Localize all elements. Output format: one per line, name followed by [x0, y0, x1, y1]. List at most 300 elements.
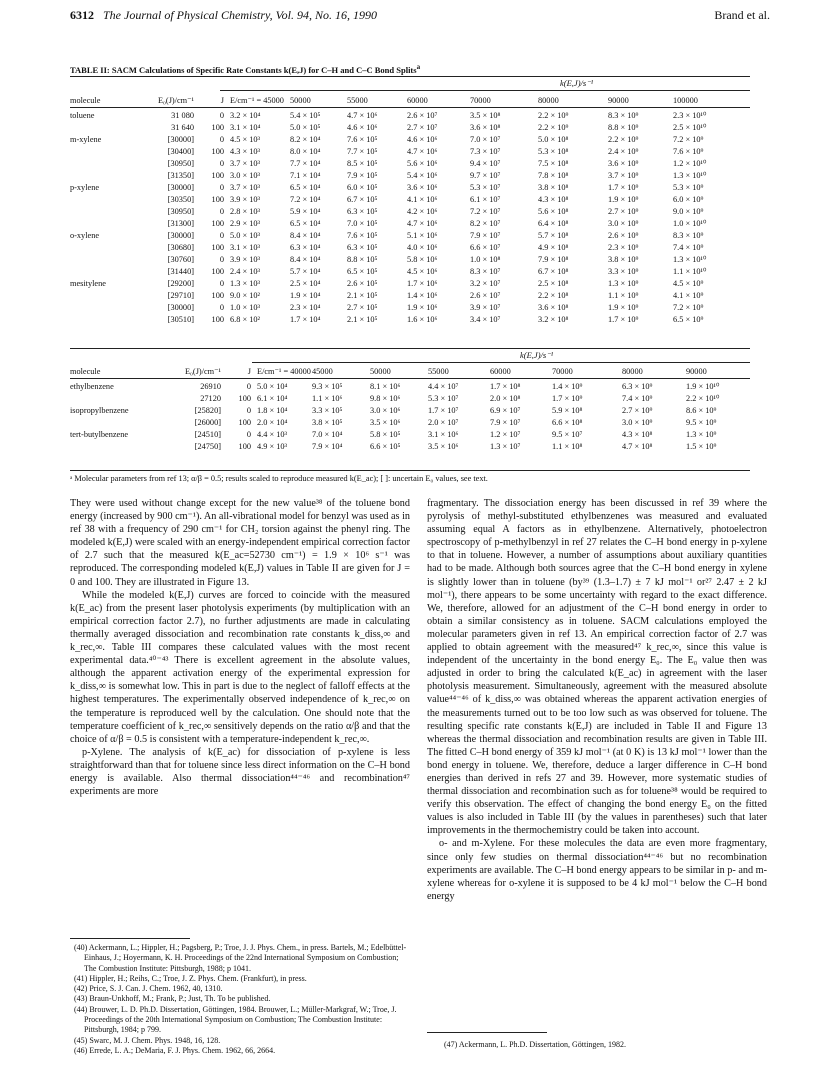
rate-cell: 1.9 × 10⁹	[608, 194, 639, 204]
column-header: E/cm⁻¹ = 40000	[257, 364, 312, 379]
rate-cell: 4.7 × 10⁶	[407, 218, 438, 228]
rate-cell: 3.9 × 10³	[230, 254, 260, 264]
j-cell: 0	[219, 182, 224, 192]
right-column	[427, 497, 767, 903]
kej-label-2: k(E,J)/s⁻¹	[520, 350, 554, 360]
j-cell: 0	[219, 230, 224, 240]
rate-cell: 7.5 × 10⁸	[538, 158, 569, 168]
molecule-cell	[70, 158, 140, 170]
j-cell: 0	[219, 110, 224, 120]
rate-cell: 6.9 × 10⁷	[490, 405, 521, 415]
rate-cell: 5.0 × 10⁴	[257, 381, 288, 391]
column-header: J	[227, 364, 257, 379]
rate-cell: 7.1 × 10⁴	[290, 170, 321, 180]
column-header: 50000	[370, 364, 428, 379]
rate-cell: 7.9 × 10⁴	[312, 441, 343, 451]
rate-cell: 6.5 × 10⁴	[290, 218, 321, 228]
e0-cell: 31 640	[171, 122, 194, 132]
table-row	[70, 405, 750, 417]
j-cell: 0	[219, 206, 224, 216]
rate-cell: 3.0 × 10⁹	[608, 218, 639, 228]
e0-cell: [30400]	[167, 146, 194, 156]
column-header: 60000	[407, 93, 470, 108]
j-cell: 100	[211, 290, 224, 300]
rate-cell: 1.9 × 10⁶	[407, 302, 438, 312]
rate-cell: 7.7 × 10⁴	[290, 158, 321, 168]
rate-cell: 5.3 × 10⁷	[428, 393, 459, 403]
rate-cell: 8.6 × 10⁹	[686, 405, 717, 415]
j-cell: 100	[211, 218, 224, 228]
j-cell: 100	[211, 194, 224, 204]
rate-cell: 3.6 × 10⁶	[407, 182, 438, 192]
rate-cell: 9.7 × 10⁷	[470, 170, 501, 180]
rate-cell: 3.5 × 10⁶	[428, 441, 459, 451]
rate-cell: 4.9 × 10³	[257, 441, 287, 451]
rate-cell: 7.9 × 10⁸	[538, 254, 569, 264]
rate-cell: 1.2 × 10¹⁰	[673, 158, 707, 168]
rate-cell: 3.6 × 10⁸	[538, 302, 569, 312]
rate-cell: 7.0 × 10⁷	[470, 134, 501, 144]
rate-cell: 2.7 × 10⁷	[407, 122, 438, 132]
column-header: E₀(J)/cm⁻¹	[140, 93, 200, 108]
e0-cell: [29200]	[167, 278, 194, 288]
rate-cell: 6.4 × 10⁸	[538, 218, 569, 228]
rate-cell: 2.0 × 10⁴	[257, 417, 288, 427]
j-cell: 100	[238, 417, 251, 427]
rate-cell: 4.6 × 10⁶	[347, 122, 378, 132]
rate-cell: 8.8 × 10⁵	[347, 254, 378, 264]
rate-cell: 2.2 × 10⁹	[608, 134, 639, 144]
table-row	[70, 146, 750, 158]
refs-rule-right	[427, 1032, 547, 1033]
table-row	[70, 218, 750, 230]
table-footnote: ᵃ Molecular parameters from ref 13; α/β = 0.5; results scaled to reproduce measured k(E_ac); [ ]: uncertain E₀ values, see text.	[70, 474, 488, 483]
rate-cell: 8.1 × 10⁶	[370, 381, 401, 391]
e0-cell: [30950]	[167, 206, 194, 216]
e0-cell: [31350]	[167, 170, 194, 180]
e0-cell: [30000]	[167, 182, 194, 192]
molecule-cell	[70, 314, 140, 326]
column-header: 80000	[538, 93, 608, 108]
table-row	[70, 441, 750, 453]
rate-cell: 8.4 × 10⁴	[290, 230, 321, 240]
rate-cell: 1.0 × 10³	[230, 302, 260, 312]
rate-cell: 7.9 × 10⁷	[490, 417, 521, 427]
rate-cell: 5.8 × 10⁶	[407, 254, 438, 264]
table-row	[70, 302, 750, 314]
rate-cell: 6.3 × 10⁵	[347, 206, 378, 216]
j-cell: 100	[238, 441, 251, 451]
header-authors: Brand et al.	[714, 8, 770, 22]
e0-cell: [30000]	[167, 230, 194, 240]
rate-cell: 4.4 × 10⁷	[428, 381, 459, 391]
rate-cell: 7.2 × 10⁷	[470, 206, 501, 216]
j-cell: 0	[246, 405, 251, 415]
rate-cell: 6.1 × 10⁴	[257, 393, 288, 403]
rate-cell: 6.8 × 10²	[230, 314, 260, 324]
molecule-cell	[70, 417, 165, 429]
column-header: 50000	[290, 93, 347, 108]
rate-cell: 6.5 × 10⁹	[673, 314, 704, 324]
rate-cell: 3.2 × 10⁸	[538, 314, 569, 324]
rate-cell: 3.6 × 10⁸	[470, 122, 501, 132]
rate-cell: 6.6 × 10⁷	[470, 242, 501, 252]
rate-cell: 3.2 × 10⁴	[230, 110, 261, 120]
molecule-cell: toluene	[70, 110, 95, 120]
e0-cell: [30000]	[167, 302, 194, 312]
rate-cell: 1.1 × 10¹⁰	[673, 266, 707, 276]
rate-cell: 8.2 × 10⁴	[290, 134, 321, 144]
rate-cell: 5.3 × 10⁹	[673, 182, 704, 192]
rate-cell: 2.4 × 10³	[230, 266, 260, 276]
e0-cell: [30760]	[167, 254, 194, 264]
table-rule-bottom	[70, 470, 750, 471]
rate-cell: 7.6 × 10⁵	[347, 134, 378, 144]
rate-cell: 8.4 × 10⁴	[290, 254, 321, 264]
rate-cell: 5.1 × 10⁶	[407, 230, 438, 240]
molecule-cell	[70, 194, 140, 206]
table-caption: TABLE II: SACM Calculations of Specific Rate Constants k(E,J) for C–H and C–C Bond Splits$^a$	[70, 63, 421, 75]
rate-cell: 1.3 × 10⁹	[686, 429, 717, 439]
column-header: 45000	[312, 364, 370, 379]
molecule-cell	[70, 266, 140, 278]
j-cell: 100	[238, 393, 251, 403]
column-header: 90000	[686, 364, 750, 379]
molecule-cell	[70, 146, 140, 158]
rate-cell: 2.5 × 10⁴	[290, 278, 321, 288]
rate-cell: 9.5 × 10⁷	[552, 429, 583, 439]
rate-cell: 2.0 × 10⁷	[428, 417, 459, 427]
rate-cell: 5.4 × 10⁶	[407, 170, 438, 180]
j-cell: 0	[219, 254, 224, 264]
table-row	[70, 266, 750, 278]
table-row	[70, 314, 750, 326]
running-header	[70, 8, 770, 23]
e0-cell: 26910	[200, 381, 221, 391]
column-header: 80000	[622, 364, 686, 379]
reference-entry: (46) Errede, L. A.; DeMaria, F. J. Phys. Chem. 1962, 66, 2664.	[74, 1045, 276, 1055]
rate-cell: 1.3 × 10¹⁰	[673, 254, 707, 264]
reference-entry: (43) Braun-Unkhoff, M.; Frank, P.; Just, Th. To be published.	[74, 994, 271, 1004]
column-header: 70000	[552, 364, 622, 379]
body-paragraph: o- and m-Xylene. For these molecules the data are even more fragmentary, since only few studies on thermal dissociation⁴⁴⁻⁴⁶ but no recombination experiments are available. The C–H bond energy appears to be similar in p- and m-xylene whereas for o-xylene it is supposed to be 4 kJ mol⁻¹ below the C–H bond energy	[427, 838, 767, 902]
j-cell: 100	[211, 146, 224, 156]
rate-cell: 3.5 × 10⁸	[470, 110, 501, 120]
table-row	[70, 393, 750, 405]
rate-cell: 8.3 × 10⁹	[608, 110, 639, 120]
reference-entry: (40) Ackermann, L.; Hippler, H.; Pagsberg, P.; Troe, J. J. Phys. Chem., in press. Bartels, M.; Edelbüttel-Einhaus, J.; Hoyermann, K. H. Proceedings of the 22nd International Symposium on Combustion; The Combustion Institute: Pittsburgh, 1988; p 1041.	[74, 943, 407, 973]
rate-cell: 7.8 × 10⁸	[538, 170, 569, 180]
body-paragraph: They were used without change except for the new value³⁸ of the toluene bond energy (increased by 900 cm⁻¹). An all-vibrational model for benzyl was used as in ref 38 with a frequency of 290 cm⁻¹ for CH₂ torsion against the phenyl ring. The modeled k(E,J) were scaled with an energy-independent empirical correction factor of 2.7 such that the measured k(E_ac=52730 cm⁻¹) = 1.9 × 10⁶ s⁻¹ was reproduced. The corresponding modeled k(E,J) values in Table II are given for J = 0 and 100. They are illustrated in Figure 13.	[70, 498, 410, 588]
molecule-cell	[70, 393, 165, 405]
rate-cell: 4.5 × 10⁹	[673, 278, 704, 288]
rate-cell: 7.2 × 10⁴	[290, 194, 321, 204]
rate-cell: 2.9 × 10³	[230, 218, 260, 228]
molecule-cell	[70, 206, 140, 218]
column-header: 100000	[673, 93, 750, 108]
rate-cell: 3.3 × 10⁹	[608, 266, 639, 276]
table-row	[70, 230, 750, 242]
rate-cell: 4.3 × 10⁸	[538, 194, 569, 204]
rate-cell: 5.0 × 10⁸	[538, 134, 569, 144]
table-row	[70, 158, 750, 170]
rate-cell: 4.7 × 10⁸	[622, 441, 653, 451]
rate-cell: 4.3 × 10⁸	[622, 429, 653, 439]
rate-cell: 3.9 × 10³	[230, 194, 260, 204]
j-cell: 0	[219, 302, 224, 312]
rate-cell: 4.2 × 10⁶	[407, 206, 438, 216]
table-row	[70, 429, 750, 441]
rate-cell: 6.7 × 10⁵	[347, 194, 378, 204]
kej-label-1: k(E,J)/s⁻¹	[560, 78, 594, 88]
molecule-cell	[70, 290, 140, 302]
left-references	[70, 943, 410, 1056]
rate-cell: 4.6 × 10⁶	[407, 134, 438, 144]
rate-cell: 1.5 × 10⁹	[686, 441, 717, 451]
rate-cell: 1.1 × 10⁹	[608, 290, 639, 300]
rate-cell: 6.0 × 10⁹	[673, 194, 704, 204]
e0-cell: [30000]	[167, 134, 194, 144]
column-header: molecule	[70, 93, 140, 108]
table-row	[70, 206, 750, 218]
reference-entry: (42) Price, S. J. Can. J. Chem. 1962, 40, 1310.	[74, 984, 223, 994]
rate-cell: 2.3 × 10⁴	[290, 302, 321, 312]
rate-cell: 7.0 × 10⁴	[312, 429, 343, 439]
rate-cell: 2.5 × 10⁸	[538, 278, 569, 288]
rate-cell: 3.6 × 10⁹	[608, 158, 639, 168]
molecule-cell	[70, 242, 140, 254]
e0-cell: [24510]	[194, 429, 221, 439]
molecule-cell: m-xylene	[70, 134, 102, 144]
rate-cell: 7.9 × 10⁷	[470, 230, 501, 240]
rate-cell: 6.1 × 10⁷	[470, 194, 501, 204]
e0-cell: [30680]	[167, 242, 194, 252]
rate-cell: 3.4 × 10⁷	[470, 314, 501, 324]
j-cell: 0	[246, 429, 251, 439]
table-rule-kej	[220, 90, 750, 91]
rate-cell: 5.3 × 10⁷	[470, 182, 501, 192]
molecule-cell: tert-butylbenzene	[70, 429, 129, 439]
rate-cell: 1.7 × 10⁸	[490, 381, 521, 391]
rate-cell: 3.1 × 10³	[230, 242, 260, 252]
rate-cell: 7.6 × 10⁹	[673, 146, 704, 156]
rate-cell: 3.5 × 10⁶	[370, 417, 401, 427]
journal-citation: The Journal of Physical Chemistry, Vol. 94, No. 16, 1990	[103, 8, 377, 22]
rate-cell: 6.3 × 10⁹	[622, 381, 653, 391]
column-header: 60000	[490, 364, 552, 379]
rate-cell: 1.1 × 10⁶	[312, 393, 343, 403]
rate-cell: 2.0 × 10⁸	[490, 393, 521, 403]
rate-cell: 7.2 × 10⁹	[673, 302, 704, 312]
rate-cell: 4.5 × 10³	[230, 134, 260, 144]
rate-cell: 7.6 × 10⁵	[347, 230, 378, 240]
column-header: J	[200, 93, 230, 108]
rate-cell: 2.3 × 10⁹	[608, 242, 639, 252]
rate-cell: 1.7 × 10⁴	[290, 314, 321, 324]
rate-cell: 2.7 × 10⁹	[608, 206, 639, 216]
column-header: 55000	[428, 364, 490, 379]
rate-cell: 1.7 × 10⁹	[608, 314, 639, 324]
table-rule-top	[70, 76, 750, 77]
table-header-row	[70, 93, 750, 108]
rate-cell: 5.9 × 10⁴	[290, 206, 321, 216]
rate-cell: 5.0 × 10⁵	[290, 122, 321, 132]
rate-cell: 5.8 × 10⁵	[370, 429, 401, 439]
table-row	[70, 194, 750, 206]
rate-cell: 8.3 × 10⁹	[673, 230, 704, 240]
rate-cell: 2.4 × 10⁹	[608, 146, 639, 156]
column-header: 70000	[470, 93, 538, 108]
column-header: molecule	[70, 364, 165, 379]
table-row	[70, 242, 750, 254]
rate-cell: 3.2 × 10⁷	[470, 278, 501, 288]
molecule-cell	[70, 441, 165, 453]
e0-cell: [26000]	[194, 417, 221, 427]
rate-cell: 7.2 × 10⁹	[673, 134, 704, 144]
rate-table-cc	[70, 364, 750, 453]
rate-cell: 6.6 × 10⁵	[370, 441, 401, 451]
rate-cell: 2.6 × 10⁷	[470, 290, 501, 300]
molecule-cell: isopropylbenzene	[70, 405, 129, 415]
rate-cell: 4.7 × 10⁶	[407, 146, 438, 156]
body-paragraph: While the modeled k(E,J) curves are forced to coincide with the measured k(E_ac) from the present laser photolysis experiments (by multiplication with an empirical correction factor 2.7), no further adjustments are made in calculating thermally averaged dissociation and recombination rate constants k_diss,∞ and k_rec,∞. Table III compares these calculated values with the most recent experimental data.⁴⁰⁻⁴³ There is excellent agreement in the absolute values, although the apparent activation energy of the experimental expression for k_diss,∞ is somewhat low. This in part is due to the neglect of falloff effects at the highest temperatures. The experimentally observed independence of k_rec,∞ on the temperature is reproduced well by the calculation. One should note that the temperature coefficient of k_rec,∞ sensitively depends on the ratio α/β and that the choice of α/β = 0.5 is consistent with a temperature-independent k_rec,∞.	[70, 589, 410, 745]
rate-cell: 8.8 × 10⁹	[608, 122, 639, 132]
e0-cell: [25820]	[194, 405, 221, 415]
rate-cell: 1.8 × 10⁴	[257, 405, 288, 415]
e0-cell: [30350]	[167, 194, 194, 204]
j-cell: 100	[211, 170, 224, 180]
rate-cell: 9.0 × 10⁹	[673, 206, 704, 216]
rate-cell: 8.2 × 10⁷	[470, 218, 501, 228]
table-rule-kej-2	[252, 362, 750, 363]
left-column	[70, 497, 410, 798]
rate-cell: 2.7 × 10⁵	[347, 302, 378, 312]
rate-cell: 2.2 × 10¹⁰	[686, 393, 720, 403]
molecule-cell	[70, 254, 140, 266]
j-cell: 0	[219, 158, 224, 168]
refs-rule-left	[70, 938, 190, 939]
column-header: E₀(J)/cm⁻¹	[165, 364, 227, 379]
rate-cell: 7.7 × 10⁵	[347, 146, 378, 156]
rate-cell: 9.5 × 10⁹	[686, 417, 717, 427]
rate-cell: 6.3 × 10⁵	[347, 242, 378, 252]
rate-cell: 1.7 × 10⁷	[428, 405, 459, 415]
rate-cell: 4.1 × 10⁶	[407, 194, 438, 204]
rate-cell: 4.1 × 10⁹	[673, 290, 704, 300]
rate-cell: 3.8 × 10⁵	[312, 417, 343, 427]
molecule-cell: ethylbenzene	[70, 381, 114, 391]
j-cell: 100	[211, 266, 224, 276]
rate-cell: 2.8 × 10³	[230, 206, 260, 216]
rate-cell: 2.3 × 10¹⁰	[673, 110, 707, 120]
rate-cell: 5.6 × 10⁶	[407, 158, 438, 168]
molecule-cell	[70, 302, 140, 314]
column-header: 55000	[347, 93, 407, 108]
right-references	[440, 1040, 770, 1050]
rate-cell: 3.7 × 10³	[230, 182, 260, 192]
rate-cell: 7.9 × 10⁵	[347, 170, 378, 180]
table-row	[70, 122, 750, 134]
rate-cell: 8.3 × 10⁷	[470, 266, 501, 276]
table-row	[70, 108, 750, 123]
rate-cell: 1.3 × 10³	[230, 278, 260, 288]
rate-cell: 3.9 × 10⁷	[470, 302, 501, 312]
rate-cell: 2.1 × 10⁵	[347, 290, 378, 300]
e0-cell: [31300]	[167, 218, 194, 228]
rate-cell: 3.0 × 10⁶	[370, 405, 401, 415]
rate-cell: 9.8 × 10⁶	[370, 393, 401, 403]
rate-cell: 7.3 × 10⁷	[470, 146, 501, 156]
rate-cell: 1.2 × 10⁷	[490, 429, 521, 439]
e0-cell: [30950]	[167, 158, 194, 168]
e0-cell: 27120	[200, 393, 221, 403]
rate-cell: 2.2 × 10⁹	[538, 122, 569, 132]
rate-cell: 4.9 × 10⁸	[538, 242, 569, 252]
rate-cell: 3.1 × 10⁶	[428, 429, 459, 439]
rate-cell: 4.0 × 10⁶	[407, 242, 438, 252]
reference-entry: (44) Brouwer, L. D. Ph.D. Dissertation, Göttingen, 1984. Brouwer, L.; Müller-Markgraf, W.; Troe, J. Proceedings of the 20th International Symposium on Combustion; The Combustion Institute: Pittsburgh, 1984; p 799.	[74, 1004, 397, 1035]
e0-cell: 31 080	[171, 110, 194, 120]
rate-cell: 2.2 × 10⁸	[538, 290, 569, 300]
rate-cell: 2.2 × 10⁹	[538, 110, 569, 120]
rate-cell: 7.4 × 10⁹	[622, 393, 653, 403]
molecule-cell	[70, 122, 140, 134]
e0-cell: [30510]	[167, 314, 194, 324]
rate-cell: 4.3 × 10³	[230, 146, 260, 156]
rate-cell: 3.7 × 10⁹	[608, 170, 639, 180]
rate-cell: 1.3 × 10⁹	[608, 278, 639, 288]
reference-entry: (47) Ackermann, L. Ph.D. Dissertation, Göttingen, 1982.	[444, 1040, 626, 1049]
molecule-cell	[70, 170, 140, 182]
rate-cell: 5.4 × 10⁵	[290, 110, 321, 120]
j-cell: 0	[219, 278, 224, 288]
body-paragraph: p-Xylene. The analysis of k(E_ac) for dissociation of p-xylene is less straightforward than that for toluene since less direct information on the C–H bond energy is available. Also thermal dissociation⁴⁴⁻⁴⁶ and recombination⁴⁷ experiments are more	[70, 746, 410, 798]
rate-cell: 6.0 × 10⁵	[347, 182, 378, 192]
rate-cell: 1.0 × 10⁸	[470, 254, 501, 264]
rate-cell: 9.4 × 10⁷	[470, 158, 501, 168]
j-cell: 0	[219, 134, 224, 144]
rate-cell: 1.3 × 10¹⁰	[673, 170, 707, 180]
rate-cell: 3.1 × 10⁴	[230, 122, 261, 132]
table-row	[70, 417, 750, 429]
rate-cell: 6.5 × 10⁵	[347, 266, 378, 276]
rate-cell: 4.5 × 10⁶	[407, 266, 438, 276]
rate-cell: 1.6 × 10⁶	[407, 314, 438, 324]
rate-cell: 1.1 × 10⁸	[552, 441, 583, 451]
molecule-cell: p-xylene	[70, 182, 100, 192]
rate-cell: 6.6 × 10⁸	[552, 417, 583, 427]
column-header: E/cm⁻¹ = 45000	[230, 93, 290, 108]
rate-cell: 6.3 × 10⁴	[290, 242, 321, 252]
rate-cell: 1.7 × 10⁹	[608, 182, 639, 192]
table-row	[70, 290, 750, 302]
rate-cell: 3.0 × 10⁹	[622, 417, 653, 427]
rate-cell: 1.4 × 10⁹	[552, 381, 583, 391]
rate-cell: 1.0 × 10¹⁰	[673, 218, 707, 228]
e0-cell: [31440]	[167, 266, 194, 276]
table-row	[70, 182, 750, 194]
table-rule-mid	[70, 348, 750, 349]
rate-cell: 8.5 × 10⁵	[347, 158, 378, 168]
molecule-cell: o-xylene	[70, 230, 100, 240]
rate-cell: 2.7 × 10⁹	[622, 405, 653, 415]
rate-cell: 7.0 × 10⁵	[347, 218, 378, 228]
j-cell: 100	[211, 314, 224, 324]
table-row	[70, 379, 750, 394]
rate-cell: 3.8 × 10⁸	[538, 182, 569, 192]
rate-cell: 1.9 × 10¹⁰	[686, 381, 720, 391]
rate-cell: 5.9 × 10⁸	[552, 405, 583, 415]
